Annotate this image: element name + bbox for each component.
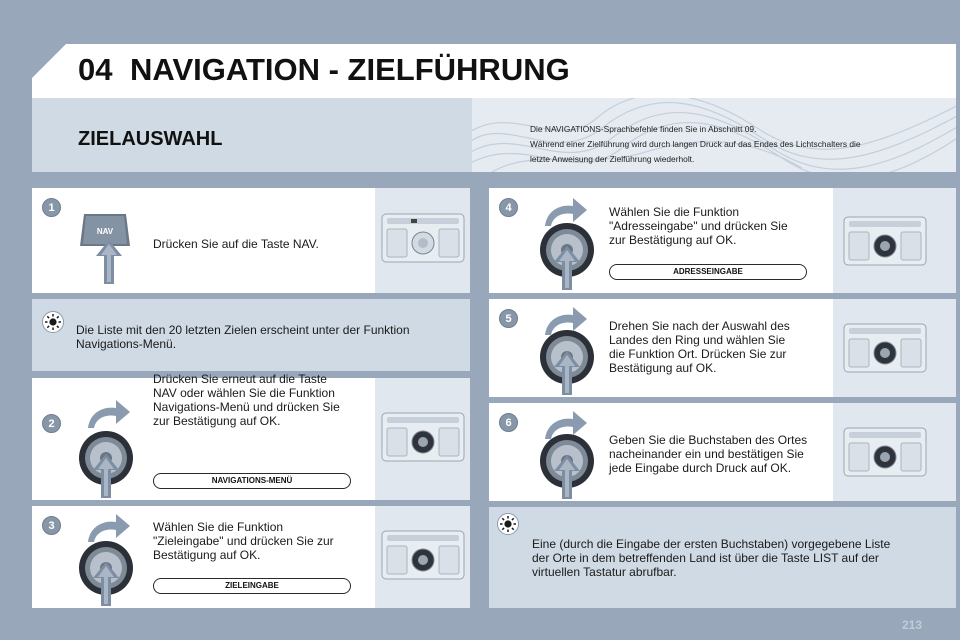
step-number-badge: 2 [42, 414, 61, 433]
section-title: ZIELAUSWAHL [78, 128, 223, 150]
radio-unit-icon [381, 530, 465, 580]
radio-unit-icon [381, 213, 465, 263]
radio-unit-icon [843, 427, 927, 477]
step-text-line: Drehen Sie nach der Auswahl des [609, 319, 790, 333]
arrow-up-icon [552, 455, 582, 499]
step-6-text [609, 433, 849, 475]
step-1-panel [32, 188, 470, 293]
step-text-line: Bestätigung auf OK. [153, 548, 261, 562]
step-number-badge: 4 [499, 198, 518, 217]
step-text-line: "Zieleingabe" und drücken Sie zur [153, 534, 334, 548]
radio-panel [833, 299, 956, 397]
menu-label-pill: ADRESSEINGABE [609, 264, 807, 280]
nav-button-label: NAV [96, 227, 114, 236]
light-bulb-icon [497, 513, 519, 535]
step-text-line: zur Bestätigung auf OK. [153, 414, 281, 428]
step-5-text [609, 319, 837, 375]
page-title: NAVIGATION - ZIELFÜHRUNG [130, 52, 570, 87]
step-5-panel [489, 299, 956, 397]
radio-unit-icon [843, 216, 927, 266]
step-4-panel [489, 188, 956, 293]
step-text-line: Wählen Sie die Funktion [609, 205, 740, 219]
tip-text-line: Die Liste mit den 20 letzten Zielen erscheint unter der Funktion [76, 323, 410, 337]
step-number-badge: 3 [42, 516, 61, 535]
page-number: 213 [902, 618, 923, 632]
arrow-up-icon [94, 240, 124, 284]
step-2-panel [32, 372, 470, 500]
tip-text-line: der Orte in dem betreffenden Land ist über die Taste LIST auf der [532, 551, 879, 565]
arrow-up-icon [91, 562, 121, 606]
step-text-line: Landes den Ring und wählen Sie [609, 333, 786, 347]
page-header [32, 44, 956, 172]
arrow-up-icon [91, 454, 121, 498]
radio-panel [833, 403, 956, 501]
step-number-badge: 5 [499, 309, 518, 328]
step-6-panel [489, 403, 956, 501]
header-note-line: Während einer Zielführung wird durch langen Druck auf das Endes des Lichtschalters die [530, 139, 861, 149]
tip-text-line: Eine (durch die Eingabe der ersten Buchstaben) vorgegebene Liste [532, 537, 891, 551]
chapter-number: 04 [78, 52, 113, 87]
arrow-up-icon [552, 351, 582, 395]
arrow-up-icon [552, 246, 582, 290]
step-text-line: "Adresseingabe" und drücken Sie [609, 219, 788, 233]
step-3-panel [32, 506, 470, 608]
tip-text-line: virtuellen Tastatur abrufbar. [532, 565, 677, 579]
header-note-line: Die NAVIGATIONS-Sprachbefehle finden Sie in Abschnitt 09. [530, 124, 757, 134]
radio-panel [833, 188, 956, 293]
tip-2-panel [489, 507, 956, 608]
radio-panel [375, 378, 470, 500]
curved-arrow-icon [86, 400, 130, 430]
step-text-line: zur Bestätigung auf OK. [609, 233, 737, 247]
step-text-line: jede Eingabe durch Druck auf OK. [609, 461, 792, 475]
header-note-line: letzte Anweisung der Zielführung wiederholt. [530, 154, 695, 164]
step-text-line: Drücken Sie erneut auf die Taste [153, 372, 327, 386]
step-1-text [153, 237, 383, 251]
step-text-line: Bestätigung auf OK. [609, 361, 717, 375]
step-text-line: nacheinander ein und bestätigen Sie [609, 447, 804, 461]
step-text-line: Geben Sie die Buchstaben des Ortes [609, 433, 808, 447]
tip-1-text [76, 323, 456, 351]
header-note [530, 122, 940, 167]
radio-panel [375, 188, 470, 293]
menu-label-pill: ZIELEINGABE [153, 578, 351, 594]
step-number-badge: 1 [42, 198, 61, 217]
menu-label-pill: NAVIGATIONS-MENÜ [153, 473, 351, 489]
radio-panel [375, 506, 470, 608]
step-3-text [153, 520, 383, 562]
step-text-line: NAV oder wählen Sie die Funktion [153, 386, 335, 400]
step-text-line: Navigations-Menü und drücken Sie [153, 400, 340, 414]
radio-unit-icon [381, 412, 465, 462]
step-2-text [153, 372, 383, 428]
tip-1-panel [32, 299, 470, 371]
tip-2-text [532, 537, 947, 579]
step-text-line: die Funktion Ort. Drücken Sie zur [609, 347, 787, 361]
tip-text-line: Navigations-Menü. [76, 337, 177, 351]
light-bulb-icon [42, 311, 64, 333]
step-text-line: Wählen Sie die Funktion [153, 520, 284, 534]
step-text-line: Drücken Sie auf die Taste NAV. [153, 237, 319, 251]
radio-unit-icon [843, 323, 927, 373]
header-corner-cut [32, 44, 66, 78]
step-number-badge: 6 [499, 413, 518, 432]
step-4-text [609, 205, 837, 247]
